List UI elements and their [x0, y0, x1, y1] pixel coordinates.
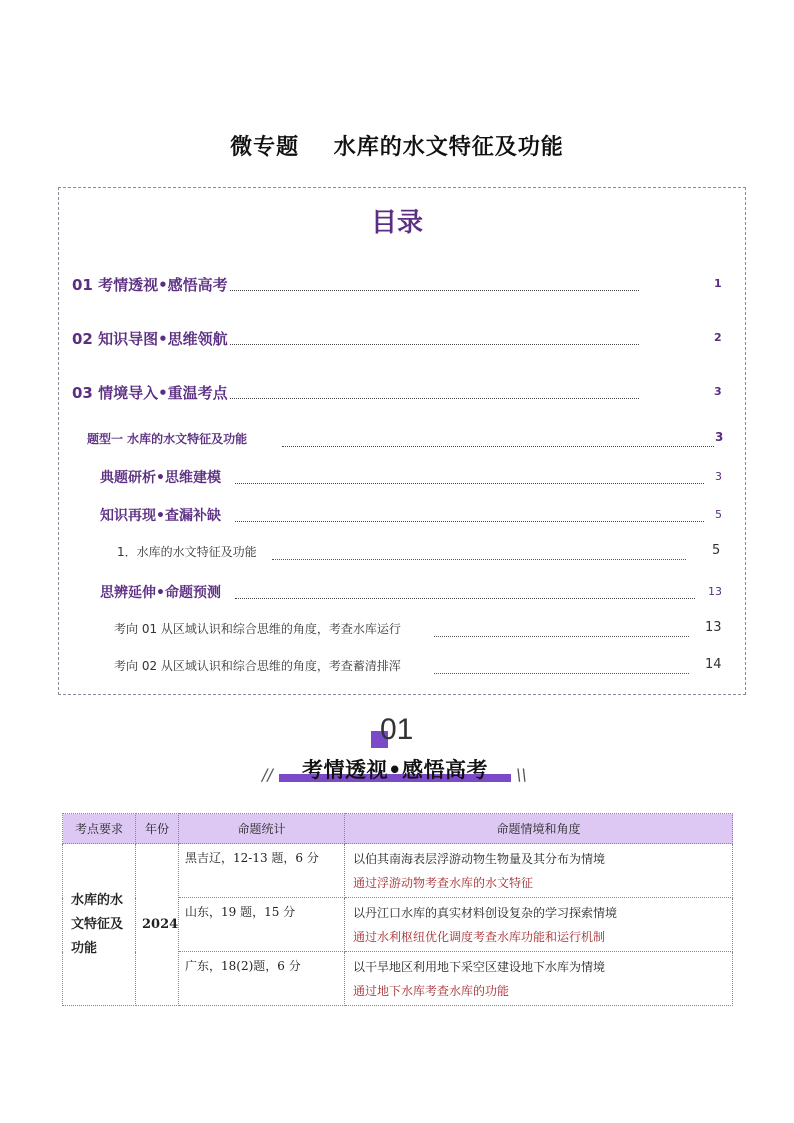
toc-entry-label: 02 知识导图•思维领航 — [72, 330, 228, 348]
toc-heading: 目录 — [370, 208, 423, 238]
toc-leader — [235, 505, 704, 522]
context-scenario: 以丹江口水库的真实材料创设复杂的学习探索情境 — [353, 905, 618, 920]
toc-entry-label: 1．水库的水文特征及功能 — [117, 545, 257, 559]
toc-entry-label: 01 考情透视•感悟高考 — [72, 276, 228, 294]
toc-entry-page: 3 — [715, 430, 724, 444]
topic-cell: 水库的水文特征及功能 — [63, 844, 136, 1006]
stat-cell: 山东，19 题，15 分 — [179, 898, 345, 952]
toc-leader — [272, 543, 686, 560]
toc-entry-label: 思辨延伸•命题预测 — [100, 582, 223, 602]
section-title: 考情透视•感悟高考 — [302, 758, 488, 782]
section-number: 01 — [380, 713, 414, 746]
context-angle: 通过地下水库考查水库的功能 — [353, 983, 510, 998]
context-cell — [345, 952, 733, 1006]
toc-leader — [434, 620, 689, 637]
context-scenario: 以伯其南海表层浮游动物生物量及其分布为情境 — [353, 851, 606, 866]
stat-cell: 广东，18(2)题，6 分 — [179, 952, 345, 1006]
toc-leader — [434, 657, 689, 674]
toc-entry-page: 3 — [715, 470, 722, 483]
toc-entry[interactable] — [114, 620, 725, 640]
toc-entry[interactable] — [100, 467, 725, 487]
table-header-cell: 考点要求 — [63, 814, 136, 844]
toc-entry-page: 14 — [705, 657, 722, 672]
toc-leader — [282, 430, 714, 447]
toc-entry-page: 13 — [705, 620, 722, 635]
context-cell — [345, 898, 733, 952]
toc-leader — [227, 328, 639, 345]
year-cell: 2024 — [136, 844, 179, 1006]
toc-entry[interactable] — [114, 657, 725, 677]
toc-entry-label: 典题研析•思维建模 — [100, 467, 223, 487]
toc-entry[interactable] — [72, 382, 722, 402]
toc-entry[interactable] — [72, 328, 722, 348]
toc-entry-page: 13 — [708, 585, 722, 598]
toc-entry-label: 考向 01 从区域认识和综合思维的角度，考查水库运行 — [114, 622, 401, 636]
context-angle: 通过浮游动物考查水库的水文特征 — [353, 875, 534, 890]
toc-leader — [227, 382, 639, 399]
toc-entry-page: 3 — [714, 385, 722, 398]
table-header-row — [63, 814, 733, 844]
toc-entry[interactable] — [72, 274, 722, 294]
toc-entry-page: 5 — [712, 543, 721, 558]
toc-leader — [235, 582, 695, 599]
toc-entry-label: 考向 02 从区域认识和综合思维的角度，考查蓄清排浑 — [114, 659, 401, 673]
toc-entry-label: 题型一 水库的水文特征及功能 — [87, 432, 248, 446]
toc-entry-page: 1 — [714, 277, 722, 290]
section-slash-left: // — [262, 765, 273, 784]
toc-entry[interactable] — [117, 543, 725, 563]
toc-entry[interactable] — [100, 505, 725, 525]
table-header-cell: 年份 — [136, 814, 179, 844]
context-angle: 通过水利枢纽优化调度考查水库功能和运行机制 — [353, 929, 606, 944]
table-row — [63, 844, 733, 898]
stat-cell: 黑吉辽，12-13 题，6 分 — [179, 844, 345, 898]
table-header-cell: 命题统计 — [179, 814, 345, 844]
toc-leader — [235, 467, 704, 484]
toc-entry-page: 2 — [714, 331, 722, 344]
toc-entry-label: 知识再现•查漏补缺 — [100, 505, 223, 525]
context-scenario: 以干旱地区利用地下采空区建设地下水库为情境 — [353, 959, 606, 974]
toc-entry-page: 5 — [715, 508, 722, 521]
toc-leader — [227, 274, 639, 291]
section-slash-right: \\ — [516, 765, 527, 784]
table-header-cell: 命题情境和角度 — [345, 814, 733, 844]
document-title: 微专题 水库的水文特征及功能 — [230, 135, 564, 160]
toc-entry[interactable] — [100, 582, 725, 602]
context-cell — [345, 844, 733, 898]
exam-analysis-table — [62, 813, 733, 1006]
toc-entry-label: 03 情境导入•重温考点 — [72, 384, 228, 402]
toc-entry[interactable] — [87, 430, 727, 450]
